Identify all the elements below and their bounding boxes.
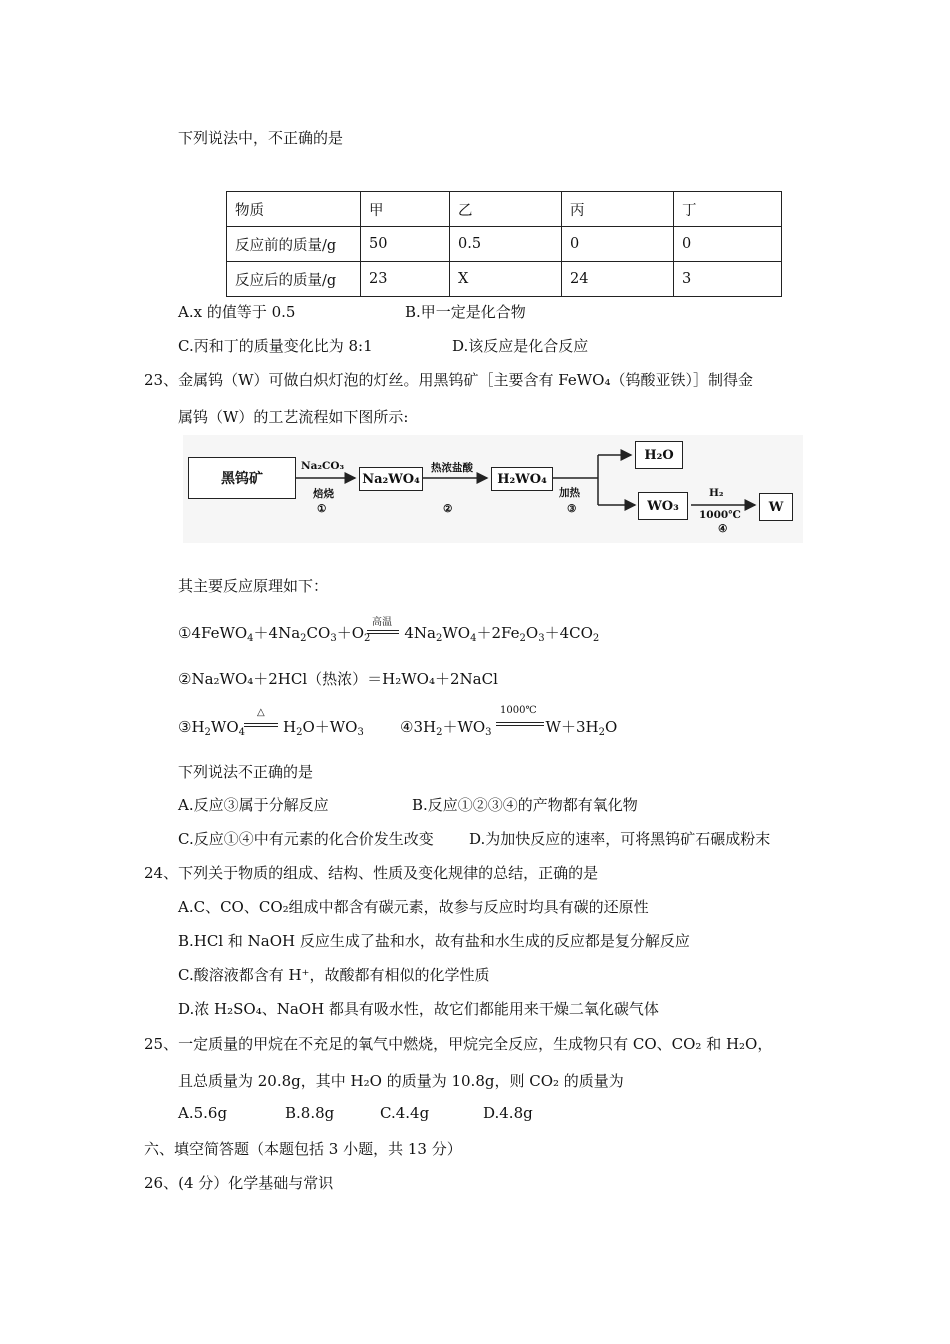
q25-stem-line2: 且总质量为 20.8g，其中 H₂O 的质量为 10.8g，则 CO₂ 的质量为	[178, 1072, 624, 1090]
q25-option-c: C.4.4g	[380, 1104, 430, 1122]
table-cell: 23	[361, 262, 450, 297]
table-cell: 0	[562, 227, 674, 262]
q23-option-b: B.反应①②③④的产物都有氧化物	[412, 796, 638, 814]
q23-option-c: C.反应①④中有元素的化合价发生改变	[178, 830, 434, 848]
q25-option-a: A.5.6g	[178, 1104, 228, 1122]
arrow2-top-label: 热浓盐酸	[431, 462, 473, 474]
table-header-cell: 物质	[227, 192, 361, 227]
arrow3-step-number: ③	[567, 503, 577, 515]
eq4-equals-bar	[496, 722, 544, 726]
arrow2-step-number: ②	[443, 503, 453, 515]
arrow4-bottom-label: 1000℃	[699, 509, 741, 521]
flow-box-ore: 黑钨矿	[188, 457, 296, 499]
equation-1: $①4FeWO_4+4Na_2CO_3+O_2$ $4Na_2WO_4+2Fe_2O_3+4CO_2$	[178, 624, 600, 644]
q24-option-c: C.酸溶液都含有 H⁺，故酸都有相似的化学性质	[178, 966, 490, 984]
table-header-cell: 丁	[674, 192, 782, 227]
flow-box-h2o: H₂O	[635, 441, 683, 469]
q22-option-d: D.该反应是化合反应	[452, 337, 589, 355]
arrow3-label: 加热	[559, 487, 580, 499]
q25-option-d: D.4.8g	[483, 1104, 533, 1122]
flow-box-w: W	[759, 493, 793, 521]
table-cell: 反应前的质量/g	[227, 227, 361, 262]
arrow1-step-number: ①	[317, 503, 327, 515]
q25-stem-line1: 25、一定质量的甲烷在不充足的氧气中燃烧，甲烷完全反应，生成物只有 CO、CO₂ 和 H₂O，	[144, 1035, 773, 1053]
table-cell: 3	[674, 262, 782, 297]
question-intro: 下列说法中，不正确的是	[178, 129, 344, 147]
principle-title: 其主要反应原理如下：	[178, 577, 329, 595]
q24-option-a: A.C、CO、CO₂组成中都含有碳元素，故参与反应时均具有碳的还原性	[178, 898, 649, 916]
table-cell: 0.5	[450, 227, 562, 262]
arrow4-top-label: H₂	[709, 487, 724, 499]
q22-option-c: C.丙和丁的质量变化比为 8:1	[178, 337, 373, 355]
q25-option-b: B.8.8g	[285, 1104, 335, 1122]
equation-2: ②Na₂WO₄＋2HCl（热浓）＝H₂WO₄＋2NaCl	[178, 670, 498, 688]
table-row	[227, 227, 782, 262]
eq1-condition: 高温	[372, 617, 392, 628]
eq4-condition: 1000℃	[500, 705, 537, 716]
q26-heading: 26、(4 分）化学基础与常识	[144, 1174, 334, 1192]
eq1-equals-bar	[367, 630, 399, 634]
table-header-cell: 甲	[361, 192, 450, 227]
table-cell: X	[450, 262, 562, 297]
q22-option-a: A.x 的值等于 0.5	[178, 303, 296, 321]
equation-3: $③H_2WO_4$ $H_2O+WO_3$	[178, 718, 364, 738]
table-cell: 50	[361, 227, 450, 262]
section-6-heading: 六、填空简答题（本题包括 3 小题，共 13 分）	[144, 1140, 462, 1158]
q24-option-d: D.浓 H₂SO₄、NaOH 都具有吸水性，故它们都能用来干燥二氧化碳气体	[178, 1000, 659, 1018]
q23-option-a: A.反应③属于分解反应	[178, 796, 329, 814]
q24-stem: 24、下列关于物质的组成、结构、性质及变化规律的总结，正确的是	[144, 864, 599, 882]
q23-option-d: D.为加快反应的速率，可将黑钨矿石碾成粉末	[469, 830, 771, 848]
arrow1-top-label: Na₂CO₃	[301, 460, 345, 472]
mass-table	[226, 191, 782, 297]
table-header-cell: 丙	[562, 192, 674, 227]
q24-option-b: B.HCl 和 NaOH 反应生成了盐和水，故有盐和水生成的反应都是复分解反应	[178, 932, 690, 950]
table-cell: 24	[562, 262, 674, 297]
process-flow-diagram	[183, 435, 803, 543]
flow-box-h2wo4: H₂WO₄	[491, 467, 553, 491]
q22-option-b: B.甲一定是化合物	[405, 303, 526, 321]
table-header-cell: 乙	[450, 192, 562, 227]
table-header-row	[227, 192, 782, 227]
eq3-condition: △	[257, 707, 265, 718]
eq3-equals-bar	[244, 723, 278, 727]
flow-box-na2wo4: Na₂WO₄	[359, 467, 423, 491]
q23-stem-line1: 23、金属钨（W）可做白炽灯泡的灯丝。用黑钨矿［主要含有 FeWO₄（钨酸亚铁）］制得金	[144, 371, 753, 389]
arrow4-step-number: ④	[718, 523, 728, 535]
table-row	[227, 262, 782, 297]
q23-stem-line2: 属钨（W）的工艺流程如下图所示:	[178, 408, 409, 426]
table-cell: 反应后的质量/g	[227, 262, 361, 297]
flow-box-wo3: WO₃	[638, 492, 688, 520]
arrow1-bottom-label: 焙烧	[313, 488, 334, 500]
q23-question: 下列说法不正确的是	[178, 763, 314, 781]
table-cell: 0	[674, 227, 782, 262]
equation-4: $④3H_2+WO_3$ $W+3H_2O$	[400, 718, 618, 738]
